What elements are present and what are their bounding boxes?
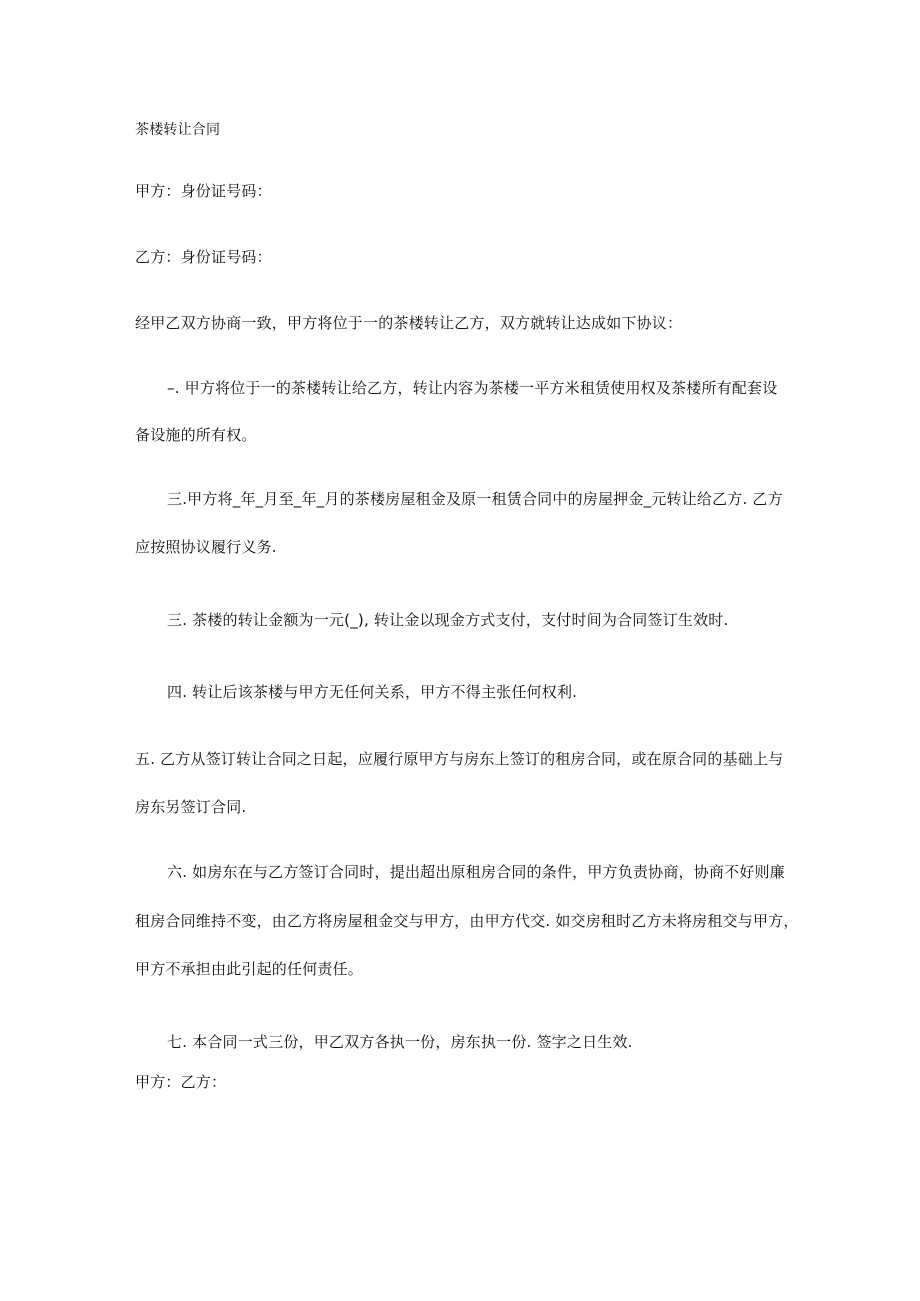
clause-6-line-2: 租房合同维持不变，由乙方将房屋租金交与甲方，由甲方代交. 如交房租时乙方未将房租交与甲方， bbox=[135, 912, 799, 930]
clause-7-line-1: 七. 本合同一式三份，甲乙双方各执一份，房东执一份. 签字之日生效. bbox=[167, 1033, 633, 1051]
party-a-id-line: 甲方：身份证号码： bbox=[135, 182, 272, 200]
clause-5-line-1: 五. 乙方从签订转让合同之日起，应履行原甲方与房东上签订的租房合同，或在原合同的基础上与 bbox=[135, 750, 784, 768]
clause-6-line-3: 甲方不承担由此引起的任何责任。 bbox=[135, 960, 364, 978]
clause-1-line-2: 备设施的所有权。 bbox=[135, 426, 257, 444]
intro-paragraph: 经甲乙双方协商一致，甲方将位于一的茶楼转让乙方，双方就转让达成如下协议： bbox=[135, 314, 683, 332]
clause-3-line-1: 三. 茶楼的转让金额为一元(_), 转让金以现金方式支付，支付时间为合同签订生效时. bbox=[167, 611, 729, 629]
clause-4-line-1: 四. 转让后该茶楼与甲方无任何关系，甲方不得主张任何权利. bbox=[167, 683, 578, 701]
clause-1-line-1: –. 甲方将位于一的茶楼转让给乙方，转让内容为茶楼一平方米租赁使用权及茶楼所有配套设 bbox=[167, 379, 778, 397]
party-b-id-line: 乙方：身份证号码： bbox=[135, 248, 272, 266]
clause-2-line-1: 三.甲方将_年_月至_年_月的茶楼房屋租金及原一租赁合同中的房屋押金_元转让给乙方. 乙方 bbox=[167, 490, 783, 508]
signature-line: 甲方：乙方： bbox=[135, 1073, 227, 1091]
clause-6-line-1: 六. 如房东在与乙方签订合同时，提出超出原租房合同的条件，甲方负责协商，协商不好则廉 bbox=[167, 863, 785, 881]
document-title: 茶楼转让合同 bbox=[135, 122, 221, 138]
clause-2-line-2: 应按照协议履行义务. bbox=[135, 538, 277, 556]
clause-5-line-2: 房东另签订合同. bbox=[135, 798, 247, 816]
